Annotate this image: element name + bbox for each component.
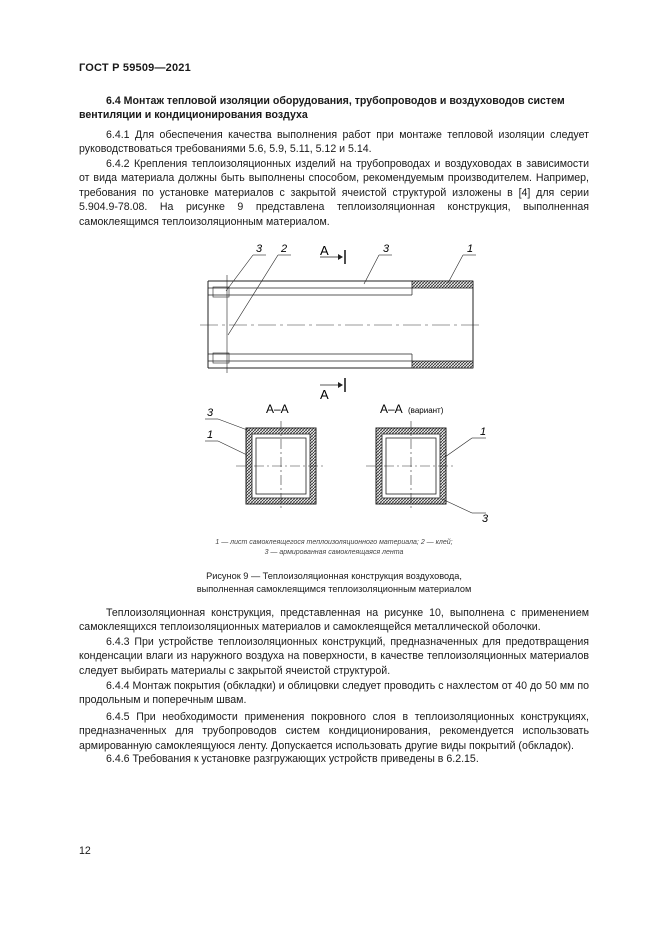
callout-1-variant: 1 <box>480 426 487 438</box>
callout-3-left: 3 <box>256 243 263 255</box>
figure-9-drawing <box>180 235 500 535</box>
section-a-a-variant <box>366 421 456 511</box>
paragraph-6-4-6: 6.4.6 Требования к установке разгружающих устройств приведены в 6.2.15. <box>106 753 479 765</box>
paragraph-after-figure: Теплоизоляционная конструкция, представленная на рисунке 10, выполнена с применением самоклеящихся теплоизоляционных материалов и самоклеящейся металлической оболочки. <box>79 607 589 634</box>
page-number: 12 <box>79 845 91 857</box>
callout-1-top: 1 <box>467 243 474 255</box>
section-mark-bottom: А <box>320 387 329 402</box>
callout-1-section: 1 <box>207 429 214 441</box>
duct-side-view <box>200 275 480 373</box>
callout-3-variant: 3 <box>482 513 489 525</box>
section-a-a-label: А–А <box>266 402 289 416</box>
paragraph-6-4-1: 6.4.1 Для обеспечения качества выполнения работ при монтаже тепловой изоляции следует руководствоваться требованиями 5.6, 5.9, 5.11, 5.12 и 5.14. <box>79 129 589 156</box>
paragraph-6-4-5: 6.4.5 При необходимости применения покровного слоя в теплоизоляционных конструкциях, предназначенных для трубопроводов систем кондиционирования, рекомендуется использовать армированную самоклеящуюся ленту. Допускается использовать другие виды покрытий (обкладок). <box>79 711 589 752</box>
section-variant-label: А–А <box>380 402 403 416</box>
callout-3-top: 3 <box>383 243 390 255</box>
callout-3-section: 3 <box>207 407 214 419</box>
figure-caption-line-1: Рисунок 9 — Теплоизоляционная конструкция воздуховода, <box>206 571 462 581</box>
section-title: 6.4 Монтаж тепловой изоляции оборудования, трубопроводов и воздуховодов систем вентиляции и кондиционирования воздуха <box>79 95 565 121</box>
figure-caption-line-2: выполненная самоклеящимся теплоизоляционным материалом <box>196 583 472 594</box>
document-header: ГОСТ Р 59509—2021 <box>79 62 191 74</box>
figure-legend-line-1: 1 — лист самоклеящегося теплоизоляционного материала; 2 — клей; <box>215 539 453 546</box>
figure-legend <box>79 538 589 558</box>
paragraph-6-4-3: 6.4.3 При устройстве теплоизоляционных конструкций, предназначенных для предотвращения конденсации влаги из наружного воздуха на поверхности, в качестве теплоизоляционных материалов следует выбирать материалы с закрытой ячеистой структурой. <box>79 636 589 677</box>
figure-caption <box>79 570 589 595</box>
callout-2: 2 <box>281 243 288 255</box>
paragraph-6-4-2: 6.4.2 Крепления теплоизоляционных изделий на трубопроводах и воздуховодах в зависимости от вида материала должны быть выполнены способом, рекомендуемым производителем. Например, требования по установке материалов с закрытой ячеистой структурой изложены в [4] для серии 5.904.9-78.08. На рисунке 9 представлена теплоизоляционная конструкция, выполненная самоклеящимся теплоизоляционным материалом. <box>79 158 589 228</box>
paragraph-6-4-4: 6.4.4 Монтаж покрытия (обкладки) и облицовки следует проводить с нахлестом от 40 до 50 мм по продольным и поперечным швам. <box>79 680 589 707</box>
figure-legend-line-2: 3 — армированная самоклеящаяся лента <box>264 549 404 556</box>
section-a-a <box>236 421 326 511</box>
section-variant-note: (вариант) <box>408 406 444 415</box>
section-mark-top: А <box>320 243 329 258</box>
